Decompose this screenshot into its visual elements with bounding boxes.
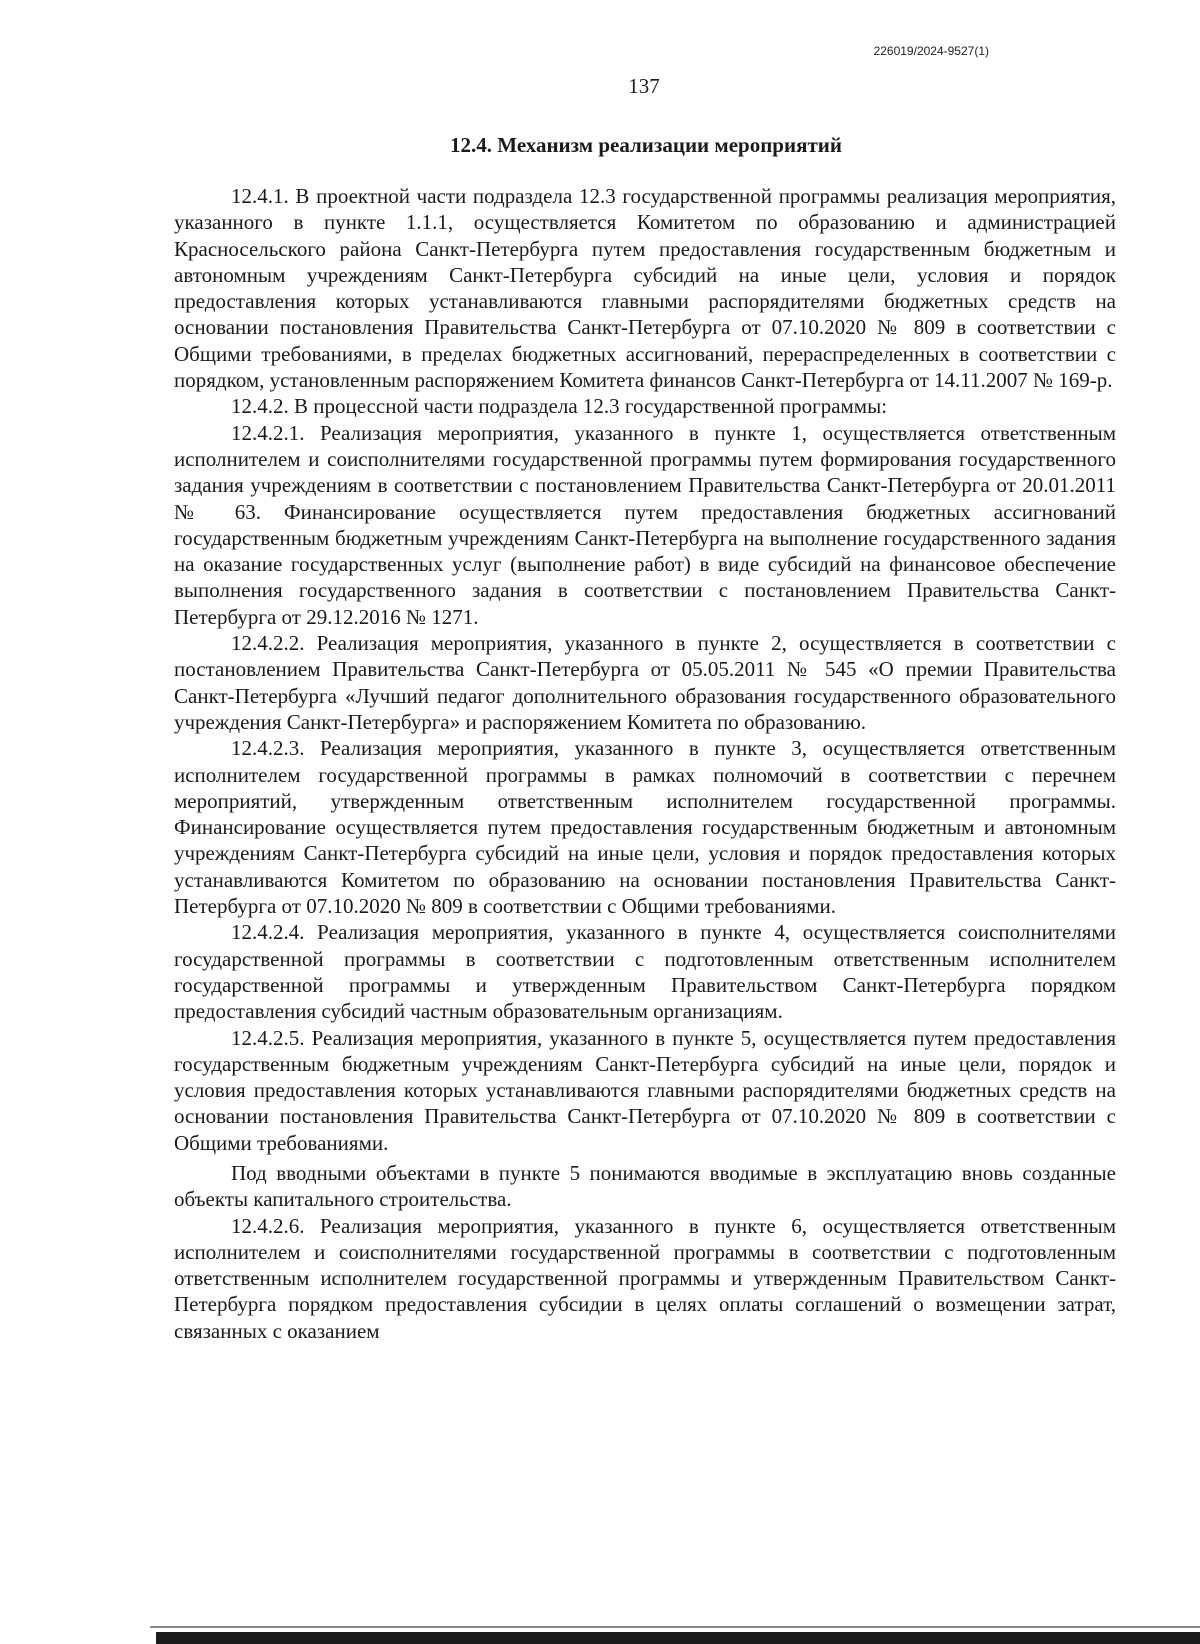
paragraph-12-4-2-4: 12.4.2.4. Реализация мероприятия, указанного в пункте 4, осуществляется соисполнителями государственной программы в соответствии с подготовленным ответственным исполнителем государственной программы и утвержденным Правительством Санкт-Петербурга порядком предоставления субсидий частным образовательным организациям. <box>174 920 1116 1024</box>
section-heading: 12.4. Механизм реализации мероприятий <box>450 133 842 157</box>
paragraph-12-4-2-2: 12.4.2.2. Реализация мероприятия, указанного в пункте 2, осуществляется в соответствии с постановлением Правительства Санкт-Петербурга от 05.05.2011 № 545 «О премии Правительства Санкт-Петербурга «Лучший педагог дополнительного образования государственного образовательного учреждения Санкт-Петербурга» и распоряжением Комитета по образованию. <box>174 631 1116 734</box>
paragraph-input-objects-note: Под вводными объектами в пункте 5 понимаются вводимые в эксплуатацию вновь созданные объекты капитального строительства. <box>174 1160 1116 1212</box>
paragraph-12-4-1: 12.4.1. В проектной части подраздела 12.3 государственной программы реализация мероприятия, указанного в пункте 1.1.1, осуществляется Комитетом по образованию и администрацией Красносельского района Санкт-Петербурга путем предоставления государственным бюджетным и автономным учреждениям Санкт-Петербурга субсидий на иные цели, условия и порядок предоставления которых устанавливаются главными распорядителями бюджетных средств на основании постановления Правительства Санкт-Петербурга от 07.10.2020 № 809 в соответствии с Общими требованиями, в пределах бюджетных ассигнований, перераспределенных в соответствии с порядком, установленным распоряжением Комитета финансов Санкт-Петербурга от 14.11.2007 № 169-р. <box>174 184 1116 393</box>
document-id: 226019/2024-9527(1) <box>873 44 989 58</box>
page-number: 137 <box>628 74 660 98</box>
paragraph-12-4-2-5: 12.4.2.5. Реализация мероприятия, указанного в пункте 5, осуществляется путем предоставления государственным бюджетным учреждениям Санкт-Петербурга субсидий на иные цели, порядок и условия предоставления которых устанавливаются главными распорядителями бюджетных средств на основании постановления Правительства Санкт-Петербурга от 07.10.2020 № 809 в соответствии с Общими требованиями. <box>174 1025 1116 1155</box>
paragraph-12-4-2-6: 12.4.2.6. Реализация мероприятия, указанного в пункте 6, осуществляется ответственным исполнителем и соисполнителями государственной программы в соответствии с подготовленным ответственным исполнителем государственной программы и утвержденным Правительством Санкт-Петербурга порядком предоставления субсидии в целях оплаты соглашений о возмещении затрат, связанных с оказанием <box>174 1213 1116 1343</box>
scan-edge-line <box>150 1626 1200 1628</box>
paragraph-12-4-2-3: 12.4.2.3. Реализация мероприятия, указанного в пункте 3, осуществляется ответственным исполнителем государственной программы в рамках полномочий в соответствии с перечнем мероприятий, утвержденным ответственным исполнителем государственной программы. Финансирование осуществляется путем предоставления государственным бюджетным и автономным учреждениям Санкт-Петербурга субсидий на иные цели, условия и порядок предоставления которых устанавливаются Комитетом по образованию на основании постановления Правительства Санкт-Петербурга от 07.10.2020 № 809 в соответствии с Общими требованиями. <box>174 736 1116 919</box>
paragraph-12-4-2: 12.4.2. В процессной части подраздела 12.3 государственной программы: <box>231 394 888 419</box>
paragraph-12-4-2-1: 12.4.2.1. Реализация мероприятия, указанного в пункте 1, осуществляется ответственным исполнителем и соисполнителями государственной программы путем формирования государственного задания учреждениям в соответствии с постановлением Правительства Санкт-Петербурга от 20.01.2011 № 63. Финансирование осуществляется путем предоставления бюджетных ассигнований государственным бюджетным учреждениям Санкт-Петербурга на выполнение государственного задания на оказание государственных услуг (выполнение работ) в виде субсидий на финансовое обеспечение выполнения государственного задания в соответствии с постановлением Правительства Санкт-Петербурга от 29.12.2016 № 1271. <box>174 420 1116 629</box>
document-body <box>174 183 1116 1344</box>
scan-bottom-bar <box>156 1632 1200 1644</box>
